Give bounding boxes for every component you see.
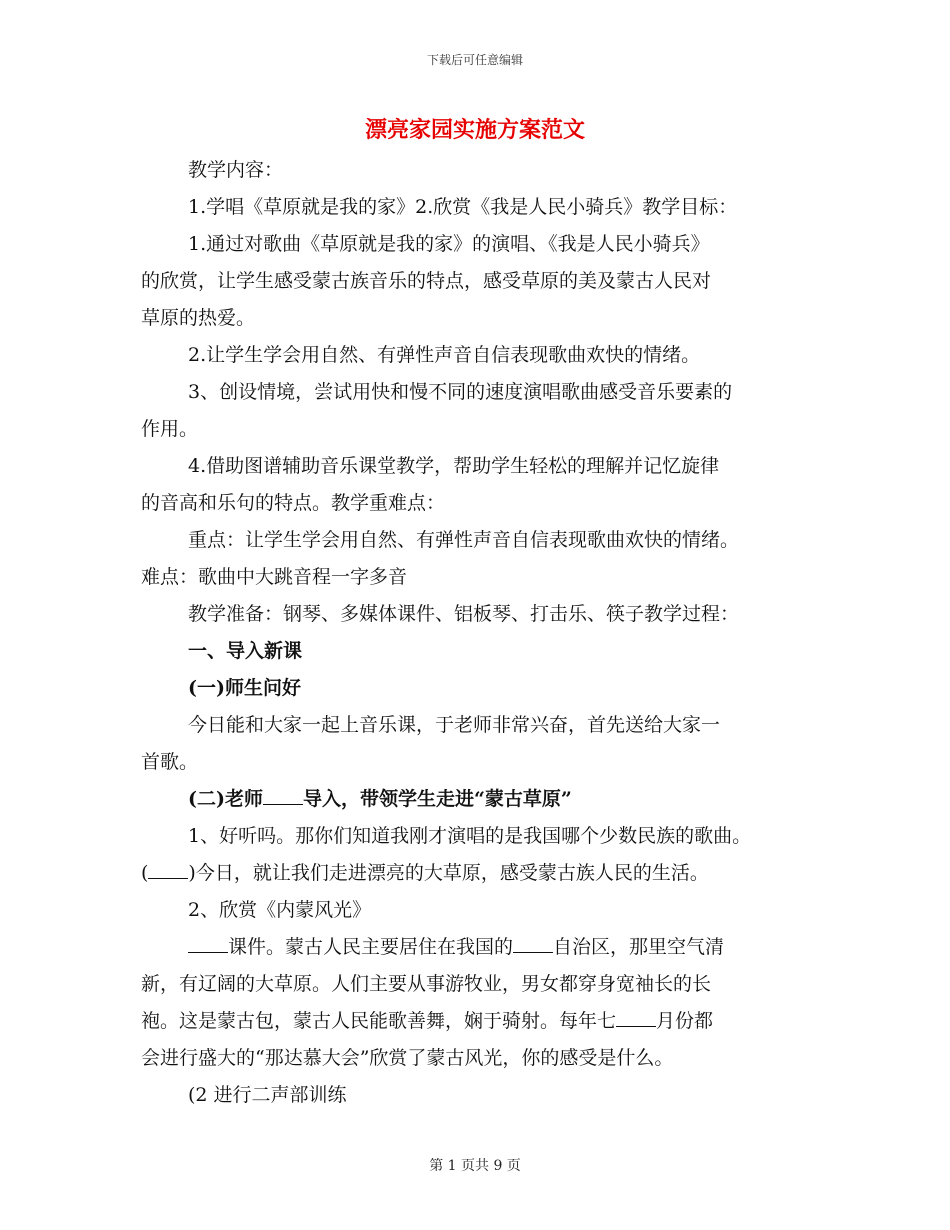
- paragraph-line: 教学准备：钢琴、多媒体课件、铝板琴、打击乐、筷子教学过程：: [188, 603, 740, 625]
- fill-blank: [263, 784, 303, 805]
- paragraph-line: 的欣赏，让学生感受蒙古族音乐的特点，感受草原的美及蒙古人民对: [141, 270, 712, 292]
- text-part: 自治区，那里空气清: [553, 936, 725, 958]
- section-heading: 一、导入新课: [188, 640, 303, 662]
- paragraph-line: 2.让学生学会用自然、有弹性声音自信表现歌曲欢快的情绪。: [188, 344, 701, 366]
- paragraph-line: [141, 1003, 841, 1040]
- fill-blank: [513, 932, 553, 953]
- paragraph-line: (2 进行二声部训练: [188, 1084, 347, 1106]
- paragraph-line: 首歌。: [141, 751, 199, 773]
- paragraph-line: [141, 929, 841, 966]
- text-part: )今日，就让我们走进漂亮的大草原，感受蒙古族人民的生活。: [188, 862, 709, 884]
- text-part: 袍。这是蒙古包，蒙古人民能歌善舞，娴于骑射。每年七: [141, 1010, 617, 1032]
- paragraph-line: 难点：歌曲中大跳音程一字多音: [141, 566, 408, 588]
- paragraph-line: 4.借助图谱辅助音乐课堂教学，帮助学生轻松的理解并记忆旋律: [188, 455, 720, 477]
- paragraph-line: [141, 855, 841, 892]
- paragraph-line: 作用。: [141, 418, 199, 440]
- heading-part: (二)老师: [188, 788, 263, 810]
- paragraph-line: 的音高和乐句的特点。教学重难点：: [141, 492, 446, 514]
- paragraph-line: 1.学唱《草原就是我的家》2.欣赏《我是人民小骑兵》教学目标：: [188, 196, 738, 218]
- paragraph-line: 今日能和大家一起上音乐课，于老师非常兴奋，首先送给大家一: [188, 714, 721, 736]
- paragraph-line: 草原的热爱。: [141, 307, 256, 329]
- paragraph-line: 教学内容：: [188, 159, 284, 181]
- text-part: (: [141, 862, 149, 884]
- paragraph-line: 1.通过对歌曲《草原就是我的家》的演唱、《我是人民小骑兵》: [188, 233, 710, 255]
- subsection-heading: (一)师生问好: [188, 677, 301, 699]
- paragraph-line: 会进行盛大的“那达慕大会”欣赏了蒙古风光，你的感受是什么。: [141, 1047, 674, 1069]
- text-part: 月份都: [656, 1010, 714, 1032]
- subsection-heading: [141, 781, 841, 818]
- fill-blank: [616, 1006, 656, 1027]
- paragraph-line: 2、欣赏《内蒙风光》: [188, 899, 372, 921]
- fill-blank: [148, 858, 188, 879]
- paragraph-line: 1、好听吗。那你们知道我刚才演唱的是我国哪个少数民族的歌曲。: [188, 825, 752, 847]
- text-part: 课件。蒙古人民主要居住在我国的: [228, 936, 514, 958]
- paragraph-line: 3、创设情境，尝试用快和慢不同的速度演唱歌曲感受音乐要素的: [188, 381, 733, 403]
- page-footer: 第 1 页共 9 页: [429, 1158, 521, 1174]
- paragraph-line: 重点：让学生学会用自然、有弹性声音自信表现歌曲欢快的情绪。: [188, 529, 740, 551]
- document-title: 漂亮家园实施方案范文: [364, 117, 585, 143]
- document-body: [141, 152, 841, 1114]
- page-header: 下载后可任意编辑: [426, 53, 523, 67]
- fill-blank: [188, 932, 228, 953]
- paragraph-line: 新，有辽阔的大草原。人们主要从事游牧业，男女都穿身宽袖长的长: [141, 973, 712, 995]
- heading-part: 导入，带领学生走进“蒙古草原”: [302, 788, 572, 810]
